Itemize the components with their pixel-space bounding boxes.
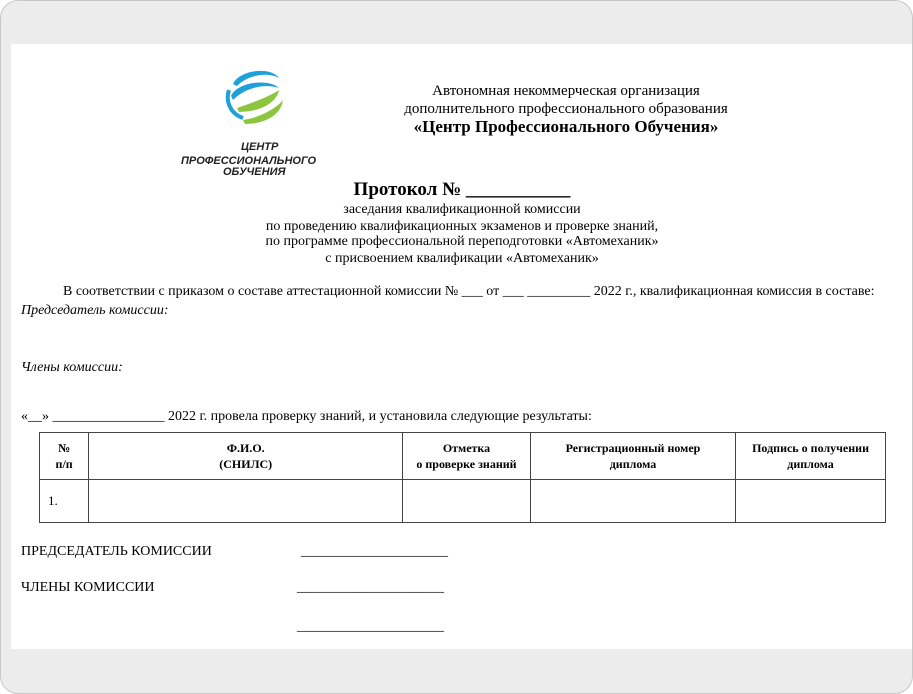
org-line2: дополнительного профессионального образования	[404, 101, 728, 117]
member-signature-line-2: _____________________	[297, 619, 444, 634]
row-signature-cell[interactable]	[736, 480, 886, 523]
organization-header	[371, 82, 761, 136]
row-diploma-cell[interactable]	[530, 480, 735, 523]
members-signature-label: ЧЛЕНЫ КОМИССИИ	[21, 580, 155, 595]
col-number-header: № п/п	[40, 433, 89, 480]
members-label: Члены комиссии:	[21, 360, 123, 375]
table-row	[40, 480, 886, 523]
document-page	[11, 44, 913, 649]
protocol-subtitle-1: заседания квалификационной комиссии	[343, 202, 581, 217]
col-diploma-number-header: Регистрационный номер диплома	[530, 433, 735, 480]
row-mark-cell[interactable]	[403, 480, 531, 523]
org-name: «Центр Профессионального Обучения»	[413, 117, 719, 136]
logo-swirl-icon	[171, 62, 341, 168]
col-mark-header: Отметка о проверке знаний	[403, 433, 531, 480]
row-number-cell: 1.	[40, 480, 89, 523]
chair-signature-label: ПРЕДСЕДАТЕЛЬ КОМИССИИ	[21, 544, 212, 559]
col-signature-header: Подпись о получении диплома	[736, 433, 886, 480]
order-paragraph: В соответствии с приказом о составе аттестационной комиссии № ___ от ___ _________ 2022 г., квалификационная комиссия в составе:	[63, 284, 875, 299]
col-name-header: Ф.И.О. (СНИЛС)	[89, 433, 403, 480]
logo-text-line2: ПРОФЕССИОНАЛЬНОГО	[181, 155, 317, 167]
protocol-subtitle-3: по программе профессиональной переподготовки «Автомеханик»	[265, 234, 659, 249]
member-signature-line-1: _____________________	[297, 580, 444, 595]
row-name-cell[interactable]	[89, 480, 403, 523]
chair-label: Председатель комиссии:	[21, 303, 169, 318]
table-header-row	[40, 433, 886, 480]
check-line: «__» ________________ 2022 г. провела проверку знаний, и установила следующие результаты:	[21, 409, 592, 424]
protocol-subtitle-4: с присвоением квалификации «Автомеханик»	[325, 251, 599, 266]
chair-signature-line: _____________________	[301, 544, 448, 559]
org-line1: Автономная некоммерческая организация	[432, 83, 700, 99]
logo-text-line1: ЦЕНТР	[241, 141, 279, 153]
results-table	[39, 432, 886, 523]
organization-logo	[171, 62, 341, 178]
protocol-subtitle-2: по проведению квалификационных экзаменов и проверке знаний,	[265, 219, 659, 234]
protocol-title: Протокол № ___________	[353, 179, 571, 200]
logo-text-line3: ОБУЧЕНИЯ	[223, 166, 286, 178]
